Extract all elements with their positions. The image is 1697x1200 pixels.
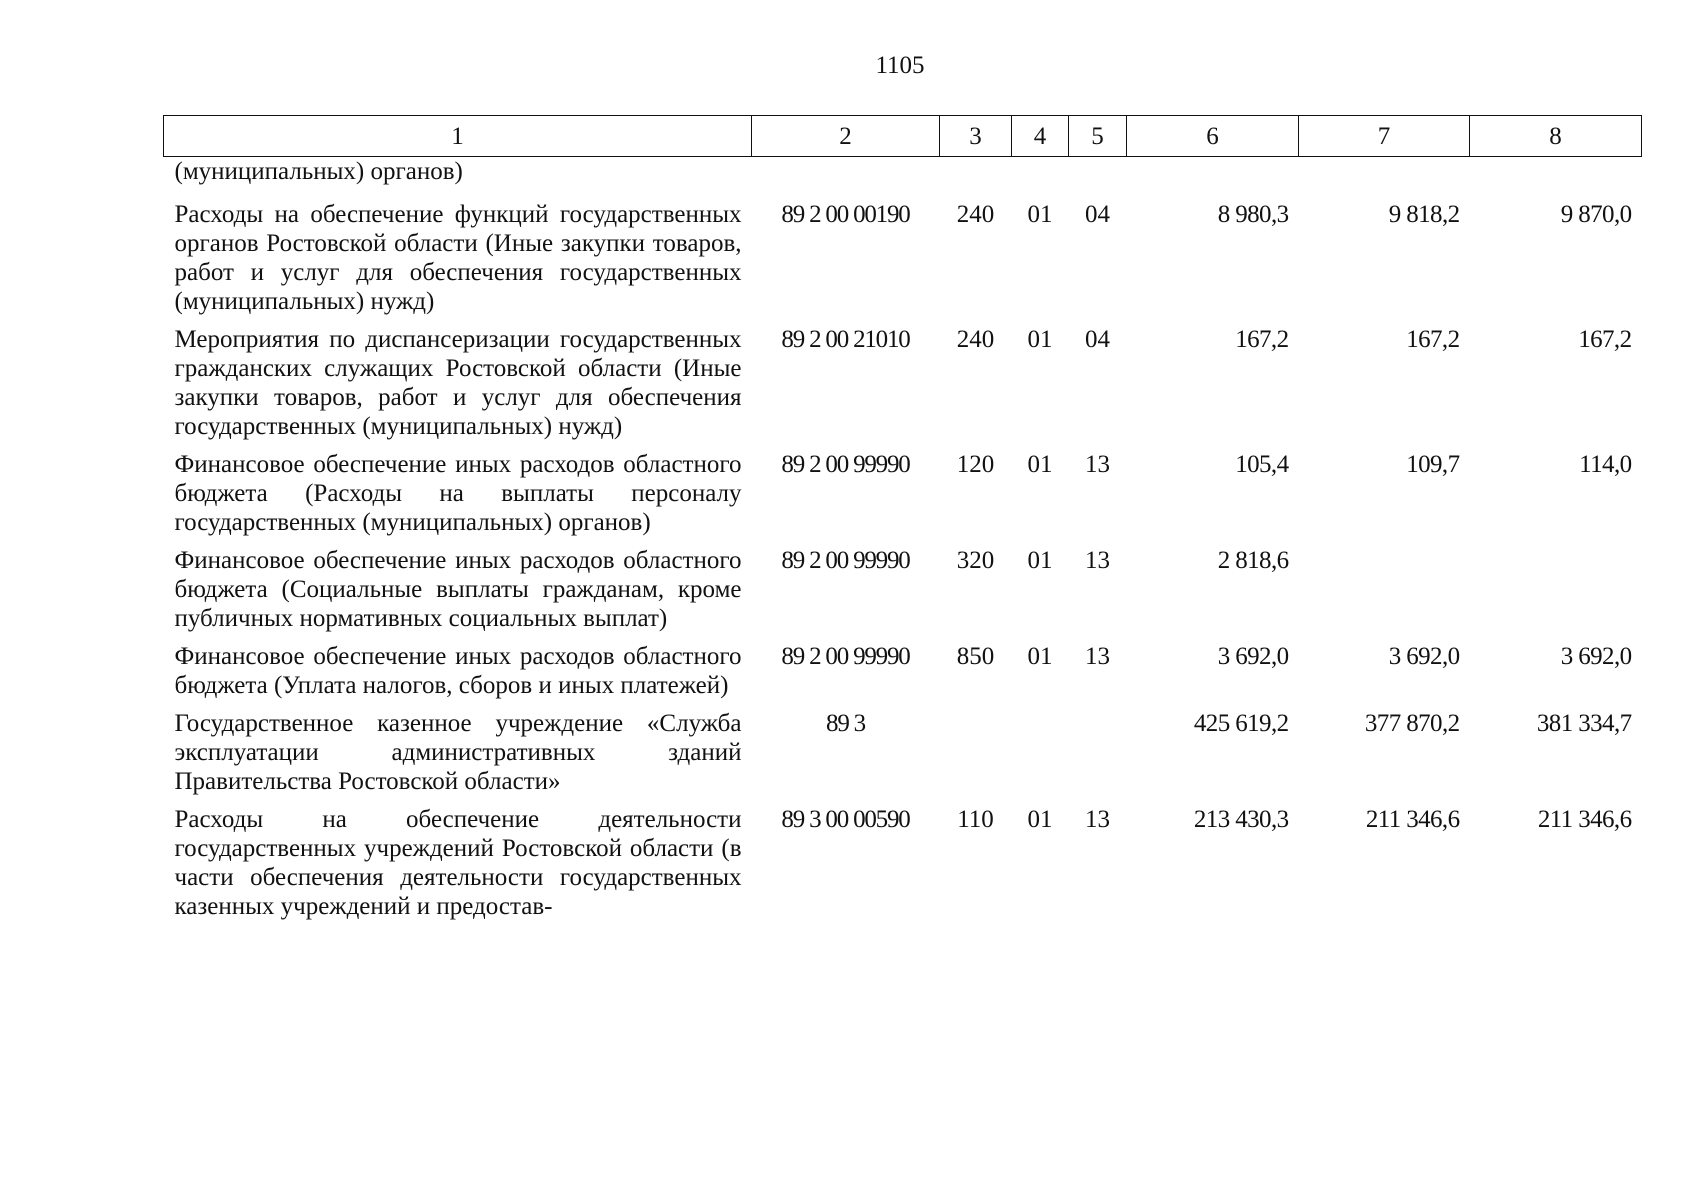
row-name: Расходы на обеспечение функций государственных органов Ростовской области (Иные закупки товаров, работ и услуг для обеспечения государственных (муниципальных) нужд) [174,201,742,315]
row-col4: 01 [1027,547,1053,574]
row-col5: 13 [1085,451,1110,478]
column-header-7: 7 [1299,116,1470,157]
row-code: 89 2 00 00190 [781,201,910,228]
row-col5 [1069,709,1127,805]
budget-table [163,115,1642,930]
row-code: 89 3 00 00590 [781,806,910,833]
row-col3: 320 [956,547,995,574]
row-col3: 850 [956,643,995,670]
row-col4: 01 [1027,326,1053,353]
column-header-8: 8 [1470,116,1642,157]
column-header-5: 5 [1069,116,1127,157]
row-value-6: 105,4 [1235,451,1289,478]
row-value-7: 211 346,6 [1365,806,1460,833]
row-value-7: 167,2 [1406,326,1460,353]
row-col5: 13 [1085,806,1110,833]
row-value-8: 9 870,0 [1560,201,1632,228]
table-row [164,805,1642,930]
row-value-7 [1299,546,1470,642]
row-value-7: 377 870,2 [1364,710,1460,737]
row-value-8: 167,2 [1578,326,1632,353]
row-value-8: 114,0 [1579,451,1632,478]
row-code: 89 3 [826,710,865,737]
row-name: Финансовое обеспечение иных расходов областного бюджета (Расходы на выплаты персоналу государственных (муниципальных) органов) [174,451,742,536]
table-row [164,709,1642,805]
row-col5: 13 [1085,643,1110,670]
row-name: Государственное казенное учреждение «Служба эксплуатации административных зданий Правительства Ростовской области» [174,710,742,795]
row-value-8 [1470,546,1642,642]
row-value-6: 167,2 [1235,326,1289,353]
row-value-7: 3 692,0 [1388,643,1460,670]
row-col5: 04 [1085,326,1110,353]
table-row [164,200,1642,325]
continuation-text: (муниципальных) органов) [174,158,463,185]
column-header-3: 3 [940,116,1012,157]
row-col4 [1012,709,1069,805]
row-code: 89 2 00 99990 [781,547,910,574]
row-col3: 120 [956,451,995,478]
row-col3: 240 [956,326,995,353]
row-name: Финансовое обеспечение иных расходов областного бюджета (Уплата налогов, сборов и иных платежей) [174,643,742,699]
row-name: Мероприятия по диспансеризации государственных гражданских служащих Ростовской области (Иные закупки товаров, работ и услуг для обеспечения государственных (муниципальных) нужд) [174,326,742,440]
column-header-1: 1 [164,116,752,157]
row-name: Финансовое обеспечение иных расходов областного бюджета (Социальные выплаты гражданам, кроме публичных нормативных социальных выплат) [174,547,742,632]
row-value-8: 3 692,0 [1560,643,1632,670]
table-row [164,642,1642,709]
row-value-6: 425 619,2 [1193,710,1289,737]
row-value-7: 109,7 [1406,451,1460,478]
row-col4: 01 [1027,451,1053,478]
row-value-8: 211 346,6 [1537,806,1632,833]
column-header-6: 6 [1127,116,1299,157]
row-code: 89 2 00 21010 [781,326,910,353]
row-value-6: 213 430,3 [1193,806,1289,833]
row-value-6: 2 818,6 [1217,547,1289,574]
row-value-8: 381 334,7 [1536,710,1632,737]
row-value-6: 3 692,0 [1217,643,1289,670]
row-col5: 13 [1085,547,1110,574]
row-col4: 01 [1027,806,1053,833]
row-value-6: 8 980,3 [1217,201,1289,228]
column-header-2: 2 [752,116,940,157]
row-col3: 240 [956,201,995,228]
row-code: 89 2 00 99990 [781,643,910,670]
row-col3 [940,709,1012,805]
row-value-7: 9 818,2 [1388,201,1460,228]
row-col4: 01 [1027,201,1053,228]
column-header-4: 4 [1012,116,1069,157]
table-row [164,325,1642,450]
page-number: 1105 [875,52,925,79]
continuation-row [164,157,1642,201]
row-col4: 01 [1027,643,1053,670]
row-code: 89 2 00 99990 [781,451,910,478]
table-header-row [164,116,1642,157]
row-col3: 110 [957,806,994,833]
table-row [164,450,1642,546]
table-row [164,546,1642,642]
row-col5: 04 [1085,201,1110,228]
row-name: Расходы на обеспечение деятельности государственных учреждений Ростовской области (в части обеспечения деятельности государственных казенных учреждений и предостав- [174,806,742,920]
